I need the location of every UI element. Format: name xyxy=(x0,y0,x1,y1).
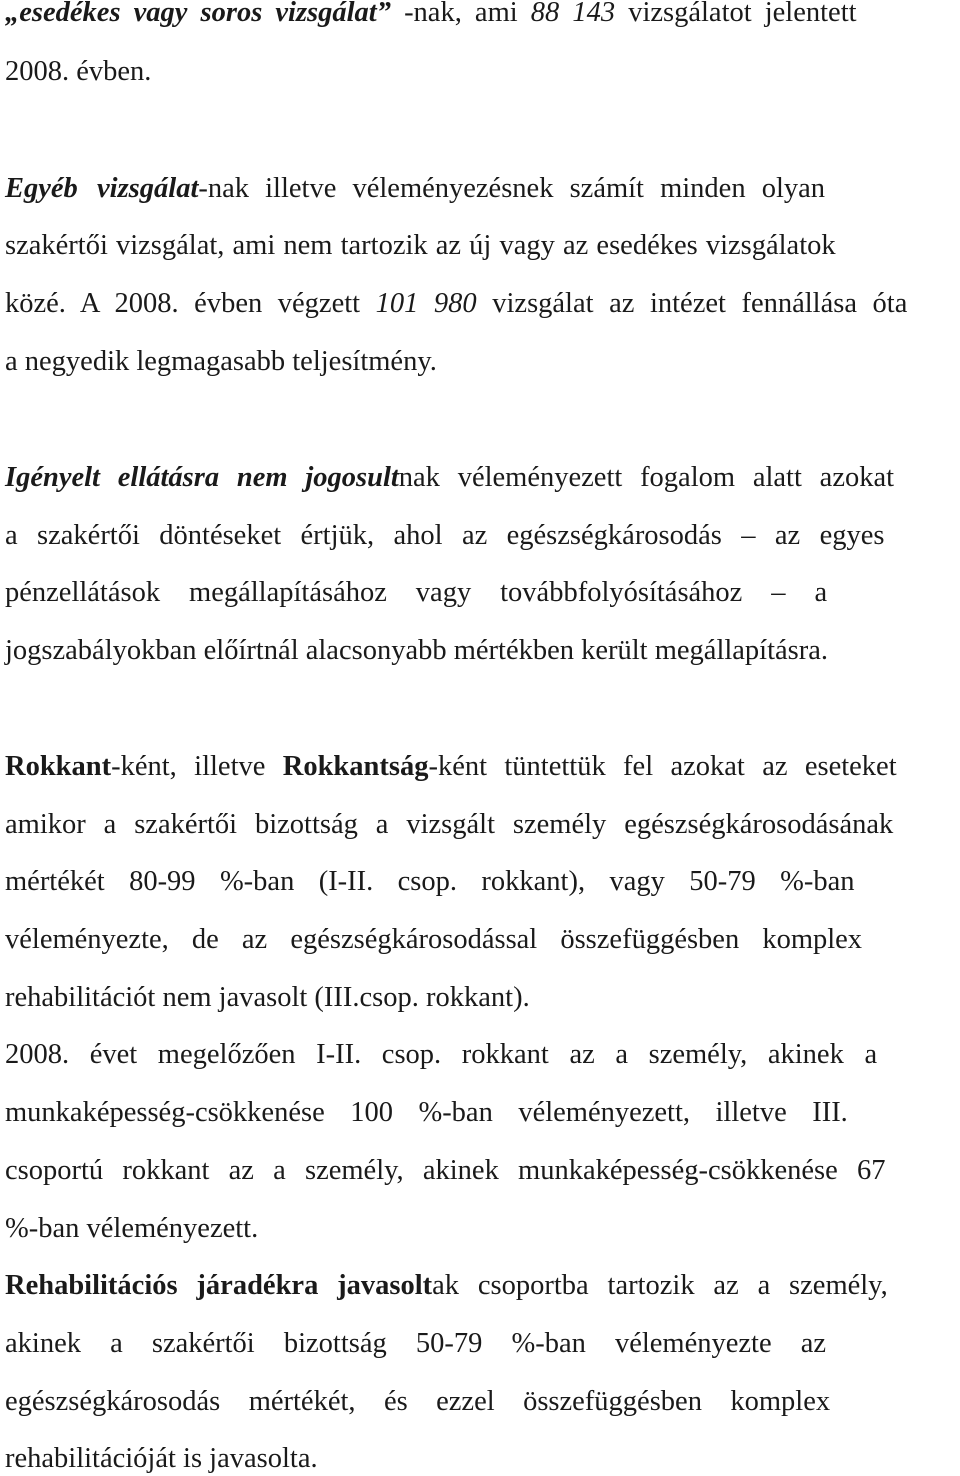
text-run: közé. A 2008. évben végzett xyxy=(5,288,376,319)
text-line xyxy=(5,461,958,495)
text-run: vizsgálatot jelentett xyxy=(628,0,857,28)
text-run: csoportú rokkant az a személy, akinek munkaképesség-csökkenése 67 xyxy=(5,1155,886,1186)
text-run: %-ban véleményezett. xyxy=(5,1213,259,1244)
text-line xyxy=(5,634,958,668)
text-line xyxy=(5,1212,958,1246)
text-run: amikor a szakértői bizottság a vizsgált személy egészségkárosodásának xyxy=(5,809,894,840)
text-run: Igényelt ellátásra nem jogosult xyxy=(5,462,399,493)
text-run: véleményezte, de az egészségkárosodással összefüggésben komplex xyxy=(5,924,863,955)
text-line xyxy=(5,287,958,321)
text-run: 2008. évben. xyxy=(5,56,152,87)
text-line xyxy=(5,1269,958,1303)
text-run: Rokkant xyxy=(5,751,112,782)
text-line xyxy=(5,0,958,30)
text-run: akinek a szakértői bizottság 50-79 %-ban véleményezte az xyxy=(5,1328,827,1359)
text-run: -ként tüntettük fel azokat az eseteket xyxy=(428,751,897,782)
text-run: szakértői vizsgálat, ami nem tartozik az új vagy az esedékes vizsgálatok xyxy=(5,230,836,261)
text-line xyxy=(5,981,958,1015)
text-run: -nak, ami xyxy=(404,0,531,28)
text-line xyxy=(5,1038,958,1072)
text-line xyxy=(5,55,958,89)
text-line xyxy=(5,923,958,957)
text-run: a szakértői döntéseket értjük, ahol az egészségkárosodás – az egyes xyxy=(5,520,885,551)
text-run: ak csoportba tartozik az a személy, xyxy=(432,1270,888,1301)
text-run: Egyéb vizsgálat xyxy=(5,173,199,204)
text-run: 2008. évet megelőzően I-II. csop. rokkant az a személy, akinek a xyxy=(5,1039,878,1070)
text-run: egészségkárosodás mértékét, és ezzel összefüggésben komplex xyxy=(5,1386,831,1417)
text-line xyxy=(5,750,958,784)
text-line xyxy=(5,576,958,610)
text-run: mértékét 80-99 %-ban (I-II. csop. rokkant), vagy 50-79 %-ban xyxy=(5,866,855,897)
text-run: Rehabilitációs járadékra javasolt xyxy=(5,1270,433,1301)
text-line xyxy=(5,1385,958,1419)
text-run: -nak illetve véleményezésnek számít minden olyan xyxy=(198,173,826,204)
text-run: -ként, illetve xyxy=(111,751,283,782)
text-run: 101 980 xyxy=(375,288,477,319)
text-run: jogszabályokban előírtnál alacsonyabb mértékben került megállapításra. xyxy=(5,635,829,666)
text-line xyxy=(5,865,958,899)
text-line xyxy=(5,172,958,206)
text-run: rehabilitációt nem javasolt (III.csop. rokkant). xyxy=(5,982,530,1013)
text-run: munkaképesség-csökkenése 100 %-ban véleményezett, illetve III. xyxy=(5,1097,848,1128)
text-run: „esedékes vagy soros vizsgálat” xyxy=(5,0,391,28)
text-run: vizsgálat az intézet fennállása óta xyxy=(476,288,908,319)
text-line xyxy=(5,519,958,553)
text-line xyxy=(5,1327,958,1361)
text-run: 88 143 xyxy=(530,0,616,28)
text-line xyxy=(5,808,958,842)
text-run: nak véleményezett fogalom alatt azokat xyxy=(398,462,895,493)
text-run: rehabilitációját is javasolta. xyxy=(5,1443,318,1474)
text-line xyxy=(5,345,958,379)
text-line xyxy=(5,1096,958,1130)
text-line xyxy=(5,1154,958,1188)
text-line xyxy=(5,229,958,263)
text-run: pénzellátások megállapításához vagy továbbfolyósításához – a xyxy=(5,577,828,608)
text-run: Rokkantság xyxy=(282,751,429,782)
text-run: a negyedik legmagasabb teljesítmény. xyxy=(5,346,437,377)
text-line xyxy=(5,1442,958,1476)
